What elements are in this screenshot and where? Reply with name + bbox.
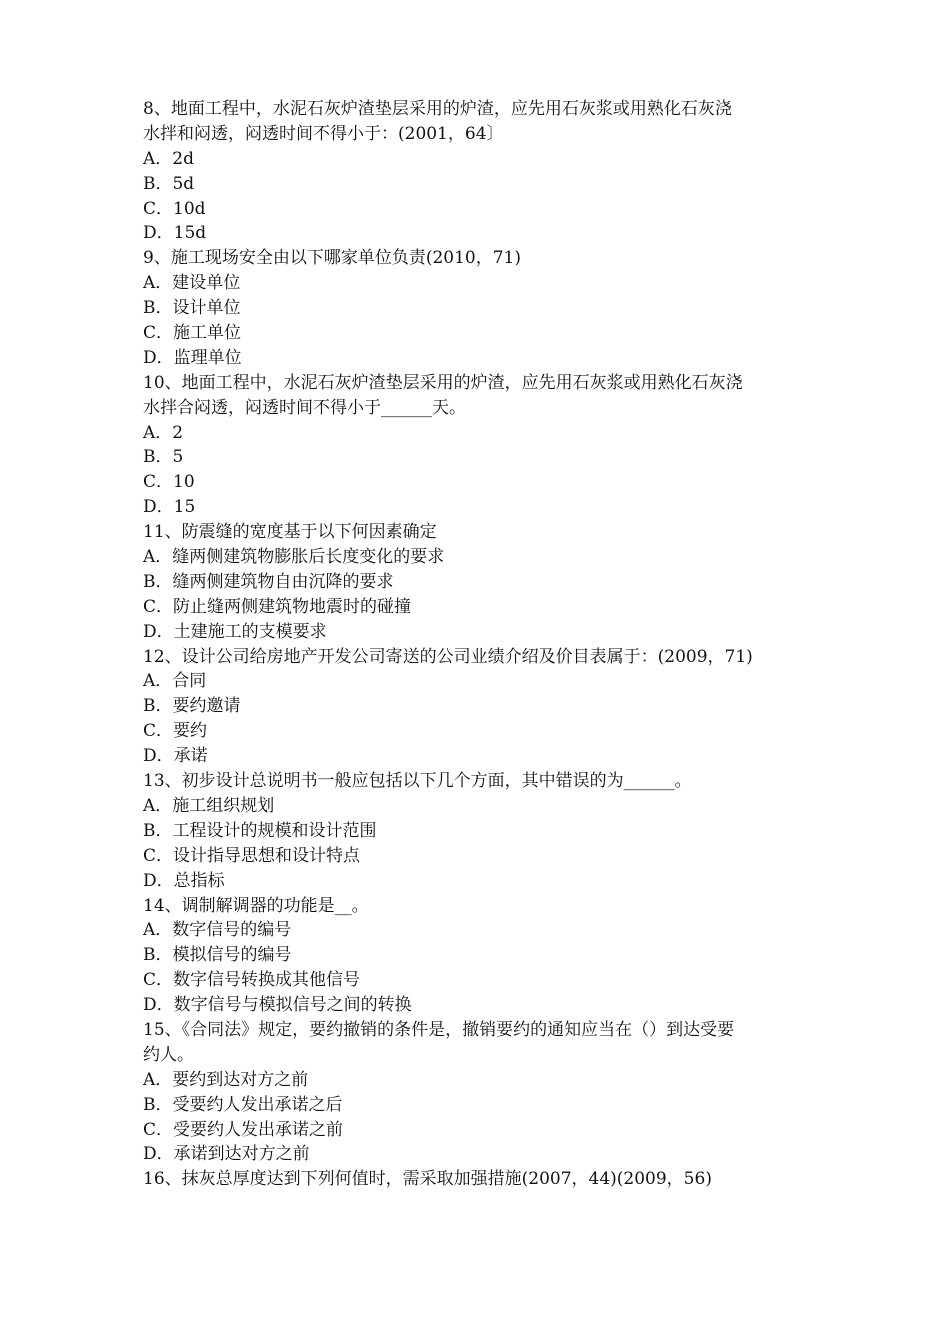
question-12-option-b: B．要约邀请	[143, 696, 241, 717]
question-16-text: 16、抹灰总厚度达到下列何值时，需采取加强措施(2007，44)(2009，56)	[143, 1169, 712, 1190]
question-10-option-a: A．2	[143, 422, 184, 443]
question-10-text-line-1: 10、地面工程中，水泥石灰炉渣垫层采用的炉渣，应先用石灰浆或用熟化石灰浇	[143, 372, 743, 393]
question-13-text: 13、初步设计总说明书一般应包括以下几个方面，其中错误的为______。	[143, 771, 692, 792]
question-8-option-a: A．2d	[143, 148, 194, 169]
question-14-option-d: D．数字信号与模拟信号之间的转换	[143, 995, 412, 1016]
question-14-text: 14、调制解调器的功能是__。	[143, 895, 369, 916]
question-11-option-d: D．土建施工的支模要求	[143, 621, 327, 642]
question-9-text: 9、施工现场安全由以下哪家单位负责(2010，71)	[143, 248, 521, 269]
question-8-option-d: D．15d	[143, 223, 207, 244]
question-10-option-b: B．5	[143, 447, 184, 468]
question-11-option-b: B．缝两侧建筑物自由沉降的要求	[143, 571, 394, 592]
question-14-option-b: B．模拟信号的编号	[143, 945, 292, 966]
question-15-option-d: D．承诺到达对方之前	[143, 1144, 310, 1165]
question-10-option-d: D．15	[143, 497, 196, 518]
question-10-text-line-2: 水拌合闷透，闷透时间不得小于______天。	[143, 397, 466, 418]
question-14-option-c: C．数字信号转换成其他信号	[143, 970, 361, 991]
question-8-option-b: B．5d	[143, 173, 195, 194]
question-9-option-a: A．建设单位	[143, 273, 241, 294]
question-11-text: 11、防震缝的宽度基于以下何因素确定	[143, 522, 437, 543]
question-9-option-c: C．施工单位	[143, 323, 242, 344]
question-10-option-c: C．10	[143, 472, 195, 493]
question-8-option-c: C．10d	[143, 198, 206, 219]
question-8-text-line-2: 水拌和闷透，闷透时间不得小于：(2001，64〕	[143, 123, 504, 144]
question-15-text-line-1: 15、《合同法》规定，要约撤销的条件是，撤销要约的通知应当在（）到达受要	[143, 1019, 735, 1040]
question-9-option-d: D．监理单位	[143, 347, 242, 368]
question-15-option-c: C．受要约人发出承诺之前	[143, 1119, 344, 1140]
question-15-text-line-2: 约人。	[143, 1044, 194, 1065]
question-12-option-c: C．要约	[143, 721, 208, 742]
question-12-option-a: A．合同	[143, 671, 207, 692]
question-12-option-d: D．承诺	[143, 746, 208, 767]
question-13-option-a: A．施工组织规划	[143, 795, 275, 816]
question-13-option-c: C．设计指导思想和设计特点	[143, 845, 361, 866]
question-13-option-b: B．工程设计的规模和设计范围	[143, 820, 377, 841]
question-15-option-b: B．受要约人发出承诺之后	[143, 1094, 343, 1115]
question-11-option-a: A．缝两侧建筑物膨胀后长度变化的要求	[143, 547, 445, 568]
question-15-option-a: A．要约到达对方之前	[143, 1069, 309, 1090]
document-page	[143, 97, 811, 1192]
question-14-option-a: A．数字信号的编号	[143, 920, 292, 941]
question-8-text-line-1: 8、地面工程中，水泥石灰炉渣垫层采用的炉渣，应先用石灰浆或用熟化石灰浇	[143, 99, 732, 119]
question-13-option-d: D．总指标	[143, 870, 225, 891]
question-12-text: 12、设计公司给房地产开发公司寄送的公司业绩介绍及价目表属于：(2009，71)	[143, 646, 753, 667]
question-9-option-b: B．设计单位	[143, 298, 241, 319]
question-11-option-c: C．防止缝两侧建筑物地震时的碰撞	[143, 596, 412, 617]
